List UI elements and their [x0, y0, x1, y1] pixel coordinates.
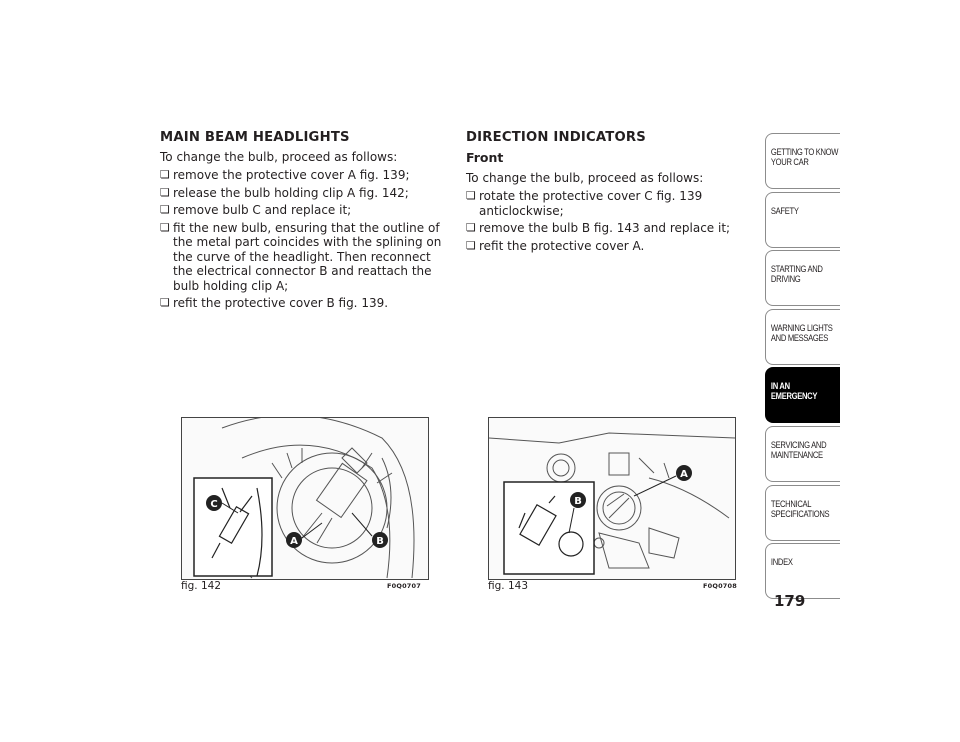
figure-code: F0Q0707: [387, 582, 421, 590]
tab-in-an-emergency[interactable]: [765, 367, 840, 423]
page-number: 179: [774, 592, 806, 610]
figure-caption: fig. 143: [488, 580, 528, 592]
tab-warning-lights-and-messages[interactable]: [765, 309, 840, 365]
step-list: [466, 189, 746, 253]
tab-label: SERVICING AND: [770, 439, 827, 450]
tab-index[interactable]: [765, 543, 840, 599]
figure-code: F0Q0708: [703, 582, 737, 590]
tab-label: INDEX: [770, 557, 793, 568]
callout-a-label: A: [290, 536, 298, 547]
tab-starting-and-driving[interactable]: [765, 250, 840, 306]
direction-indicators-section: [466, 130, 746, 256]
step-item: ❏ remove the bulb B fig. 143 and replace it;: [466, 221, 746, 236]
tab-label: EMERGENCY: [770, 391, 818, 402]
tab-label: SPECIFICATIONS: [770, 508, 830, 519]
tab-label: MAINTENANCE: [770, 449, 823, 460]
indicator-bulb-drawing: [489, 418, 735, 579]
callout-a-label: A: [680, 469, 688, 480]
tab-label: SAFETY: [770, 205, 799, 216]
section-intro: To change the bulb, proceed as follows:: [466, 171, 704, 185]
section-intro: To change the bulb, proceed as follows:: [160, 150, 398, 164]
section-heading: DIRECTION INDICATORS: [466, 130, 646, 145]
tab-label: AND MESSAGES: [770, 332, 828, 343]
section-subheading: Front: [466, 150, 504, 165]
tab-servicing-and-maintenance[interactable]: [765, 426, 840, 482]
tab-safety[interactable]: [765, 192, 840, 248]
tab-label: DRIVING: [770, 274, 801, 285]
step-item: ❏ release the bulb holding clip A fig. 142;: [160, 186, 442, 201]
step-item: ❏ remove the protective cover A fig. 139;: [160, 168, 442, 183]
callout-b-label: B: [574, 496, 582, 507]
tab-getting-to-know-your-car[interactable]: [765, 133, 840, 189]
tab-label: YOUR CAR: [770, 157, 809, 167]
tab-label: TECHNICAL: [770, 498, 812, 509]
step-item: ❏ remove bulb C and replace it;: [160, 203, 442, 218]
step-list: [160, 168, 442, 311]
tab-technical-specifications[interactable]: [765, 485, 840, 541]
headlight-bulb-drawing: [182, 418, 428, 579]
tab-label: GETTING TO KNOW: [770, 147, 839, 157]
main-beam-section: [160, 130, 442, 314]
figure-142-illustration: [181, 417, 429, 580]
section-heading: MAIN BEAM HEADLIGHTS: [160, 130, 350, 145]
step-item: ❏ refit the protective cover B fig. 139.: [160, 296, 442, 311]
tab-label: IN AN: [770, 381, 790, 392]
figure-143-illustration: [488, 417, 736, 580]
figure-caption: fig. 142: [181, 580, 221, 592]
callout-c-label: C: [210, 499, 218, 510]
step-item: ❏ refit the protective cover A.: [466, 239, 746, 254]
chapter-tabs: [765, 133, 840, 602]
step-item: ❏ rotate the protective cover C fig. 139 anticlockwise;: [466, 189, 746, 218]
tab-label: WARNING LIGHTS: [770, 322, 833, 333]
step-item: ❏ fit the new bulb, ensuring that the outline of the metal part coincides with the splining on the curve of the headlight. Then reconnect the electrical connector B and reattach the bulb holding clip A;: [160, 221, 442, 294]
tab-label: STARTING AND: [770, 264, 823, 275]
callout-b-label: B: [376, 536, 384, 547]
